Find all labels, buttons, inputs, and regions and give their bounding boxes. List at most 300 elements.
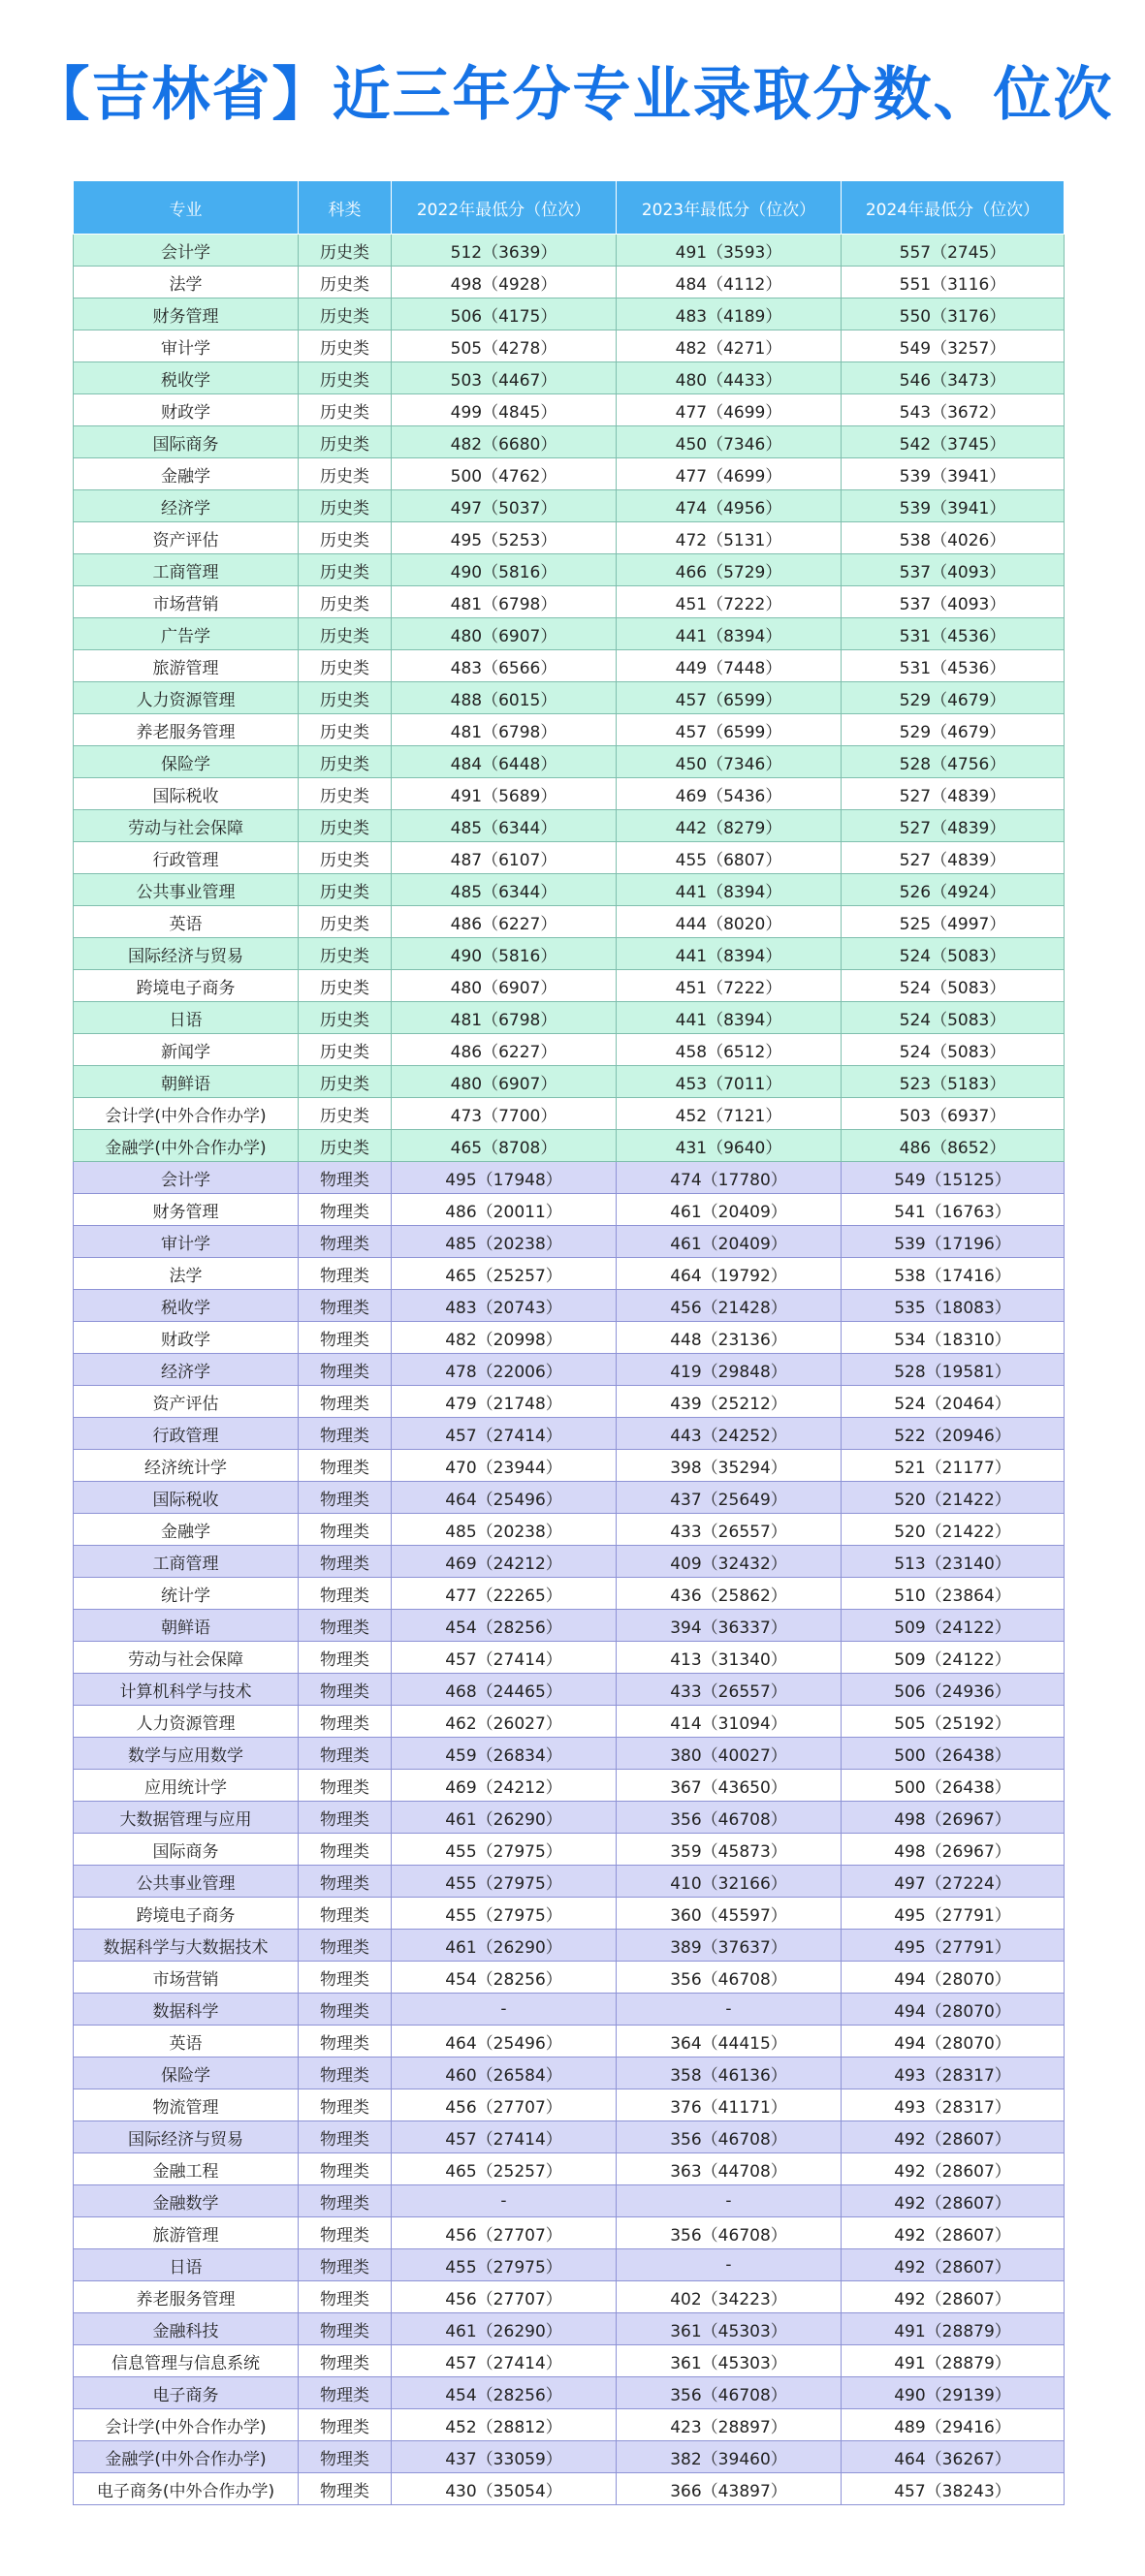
table-row: [74, 1418, 1065, 1450]
table-row: [74, 2121, 1065, 2153]
table-row: [74, 1962, 1065, 1994]
cell-category: 历史类: [299, 650, 392, 682]
cell-2023: 423（28897）: [617, 2409, 842, 2441]
table-row: [74, 2185, 1065, 2217]
cell-category: 物理类: [299, 2281, 392, 2313]
cell-2024: 506（24936）: [842, 1674, 1065, 1706]
cell-major: 计算机科学与技术: [74, 1674, 299, 1706]
cell-2024: 489（29416）: [842, 2409, 1065, 2441]
cell-2023: 389（37637）: [617, 1930, 842, 1962]
header-2022: 2022年最低分（位次）: [392, 181, 617, 235]
table-row: [74, 874, 1065, 906]
cell-major: 电子商务: [74, 2377, 299, 2409]
cell-2024: 493（28317）: [842, 2089, 1065, 2121]
cell-category: 物理类: [299, 1610, 392, 1642]
cell-2023: -: [617, 2185, 842, 2217]
cell-2022: 480（6907）: [392, 1066, 617, 1098]
cell-2023: 358（46136）: [617, 2058, 842, 2089]
cell-2023: 450（7346）: [617, 746, 842, 778]
cell-2022: 487（6107）: [392, 842, 617, 874]
cell-2024: 490（29139）: [842, 2377, 1065, 2409]
cell-major: 财政学: [74, 394, 299, 426]
cell-2022: 457（27414）: [392, 1642, 617, 1674]
cell-2022: 437（33059）: [392, 2441, 617, 2473]
table-row: [74, 618, 1065, 650]
cell-2023: 443（24252）: [617, 1418, 842, 1450]
cell-category: 物理类: [299, 1802, 392, 1834]
table-row: [74, 906, 1065, 938]
cell-major: 经济统计学: [74, 1450, 299, 1482]
cell-2024: 494（28070）: [842, 2026, 1065, 2058]
cell-2022: 486（20011）: [392, 1194, 617, 1226]
cell-2024: 524（5083）: [842, 1034, 1065, 1066]
cell-major: 日语: [74, 1002, 299, 1034]
cell-2023: 413（31340）: [617, 1642, 842, 1674]
cell-major: 国际商务: [74, 426, 299, 458]
cell-category: 物理类: [299, 1386, 392, 1418]
table-row: [74, 2313, 1065, 2345]
cell-2022: 499（4845）: [392, 394, 617, 426]
cell-category: 历史类: [299, 714, 392, 746]
cell-category: 物理类: [299, 1258, 392, 1290]
cell-2023: 361（45303）: [617, 2345, 842, 2377]
cell-2023: 363（44708）: [617, 2153, 842, 2185]
cell-category: 物理类: [299, 2121, 392, 2153]
cell-2024: 541（16763）: [842, 1194, 1065, 1226]
cell-2022: 456（27707）: [392, 2089, 617, 2121]
cell-2022: 455（27975）: [392, 1898, 617, 1930]
cell-2024: 521（21177）: [842, 1450, 1065, 1482]
cell-2023: 491（3593）: [617, 235, 842, 267]
table-row: [74, 2441, 1065, 2473]
cell-2023: 441（8394）: [617, 1002, 842, 1034]
cell-category: 物理类: [299, 2249, 392, 2281]
cell-2022: 481（6798）: [392, 714, 617, 746]
cell-2022: 430（35054）: [392, 2473, 617, 2505]
cell-2024: 528（19581）: [842, 1354, 1065, 1386]
cell-2022: 457（27414）: [392, 1418, 617, 1450]
cell-2022: 485（6344）: [392, 874, 617, 906]
cell-major: 跨境电子商务: [74, 1898, 299, 1930]
table-row: [74, 1930, 1065, 1962]
cell-2023: 482（4271）: [617, 330, 842, 362]
cell-2023: 474（4956）: [617, 490, 842, 522]
cell-major: 审计学: [74, 330, 299, 362]
cell-category: 历史类: [299, 906, 392, 938]
cell-2023: 461（20409）: [617, 1226, 842, 1258]
cell-2022: 484（6448）: [392, 746, 617, 778]
table-row: [74, 1866, 1065, 1898]
table-row: [74, 298, 1065, 330]
cell-2024: 492（28607）: [842, 2249, 1065, 2281]
cell-major: 数据科学: [74, 1994, 299, 2026]
cell-2024: 524（20464）: [842, 1386, 1065, 1418]
cell-major: 工商管理: [74, 1546, 299, 1578]
table-row: [74, 426, 1065, 458]
table-row: [74, 1258, 1065, 1290]
table-row: [74, 2377, 1065, 2409]
cell-2024: 539（17196）: [842, 1226, 1065, 1258]
cell-2023: 441（8394）: [617, 618, 842, 650]
cell-category: 历史类: [299, 842, 392, 874]
cell-category: 物理类: [299, 1450, 392, 1482]
cell-2022: 486（6227）: [392, 906, 617, 938]
cell-major: 市场营销: [74, 1962, 299, 1994]
cell-category: 物理类: [299, 2313, 392, 2345]
cell-category: 物理类: [299, 1162, 392, 1194]
cell-2024: 500（26438）: [842, 1738, 1065, 1770]
table-row: [74, 2089, 1065, 2121]
cell-2023: 452（7121）: [617, 1098, 842, 1130]
cell-2023: -: [617, 2249, 842, 2281]
cell-2023: 466（5729）: [617, 554, 842, 586]
cell-category: 物理类: [299, 1482, 392, 1514]
cell-major: 金融学: [74, 1514, 299, 1546]
cell-2023: 436（25862）: [617, 1578, 842, 1610]
cell-category: 物理类: [299, 2409, 392, 2441]
cell-2024: 549（15125）: [842, 1162, 1065, 1194]
cell-category: 物理类: [299, 1354, 392, 1386]
cell-major: 物流管理: [74, 2089, 299, 2121]
cell-category: 历史类: [299, 746, 392, 778]
cell-2022: 490（5816）: [392, 938, 617, 970]
cell-2023: 437（25649）: [617, 1482, 842, 1514]
cell-2024: 492（28607）: [842, 2153, 1065, 2185]
cell-category: 物理类: [299, 2153, 392, 2185]
cell-2024: 464（36267）: [842, 2441, 1065, 2473]
cell-major: 财务管理: [74, 298, 299, 330]
cell-category: 物理类: [299, 1866, 392, 1898]
cell-major: 人力资源管理: [74, 1706, 299, 1738]
cell-2024: 494（28070）: [842, 1994, 1065, 2026]
cell-2023: 474（17780）: [617, 1162, 842, 1194]
cell-2022: 468（24465）: [392, 1674, 617, 1706]
table-row: [74, 522, 1065, 554]
cell-2023: 359（45873）: [617, 1834, 842, 1866]
cell-major: 法学: [74, 1258, 299, 1290]
cell-2024: 492（28607）: [842, 2217, 1065, 2249]
table-row: [74, 650, 1065, 682]
table-row: [74, 778, 1065, 810]
table-row: [74, 1514, 1065, 1546]
cell-2022: 461（26290）: [392, 2313, 617, 2345]
cell-category: 物理类: [299, 2441, 392, 2473]
cell-2022: 490（5816）: [392, 554, 617, 586]
cell-2022: 482（20998）: [392, 1322, 617, 1354]
cell-category: 历史类: [299, 586, 392, 618]
cell-major: 行政管理: [74, 842, 299, 874]
table-row: [74, 938, 1065, 970]
cell-2023: 455（6807）: [617, 842, 842, 874]
cell-2023: 442（8279）: [617, 810, 842, 842]
cell-2024: 492（28607）: [842, 2121, 1065, 2153]
cell-2024: 528（4756）: [842, 746, 1065, 778]
cell-2024: 529（4679）: [842, 714, 1065, 746]
cell-category: 历史类: [299, 1066, 392, 1098]
cell-2022: 480（6907）: [392, 970, 617, 1002]
cell-major: 国际经济与贸易: [74, 2121, 299, 2153]
cell-2022: 512（3639）: [392, 235, 617, 267]
cell-2023: 448（23136）: [617, 1322, 842, 1354]
cell-2024: 539（3941）: [842, 490, 1065, 522]
table-row: [74, 842, 1065, 874]
cell-major: 国际税收: [74, 1482, 299, 1514]
cell-2023: 367（43650）: [617, 1770, 842, 1802]
table-row: [74, 1002, 1065, 1034]
cell-2023: 457（6599）: [617, 714, 842, 746]
cell-2022: 454（28256）: [392, 2377, 617, 2409]
cell-major: 税收学: [74, 1290, 299, 1322]
cell-2023: 356（46708）: [617, 2121, 842, 2153]
cell-category: 物理类: [299, 1642, 392, 1674]
cell-2024: 510（23864）: [842, 1578, 1065, 1610]
header-major: 专业: [74, 181, 299, 235]
cell-major: 朝鲜语: [74, 1066, 299, 1098]
cell-2024: 529（4679）: [842, 682, 1065, 714]
cell-2024: 524（5083）: [842, 970, 1065, 1002]
cell-major: 保险学: [74, 2058, 299, 2089]
cell-2024: 503（6937）: [842, 1098, 1065, 1130]
cell-2024: 534（18310）: [842, 1322, 1065, 1354]
cell-major: 旅游管理: [74, 2217, 299, 2249]
cell-2023: 480（4433）: [617, 362, 842, 394]
cell-category: 历史类: [299, 330, 392, 362]
cell-2024: 549（3257）: [842, 330, 1065, 362]
table-row: [74, 330, 1065, 362]
cell-category: 物理类: [299, 1418, 392, 1450]
cell-2023: 461（20409）: [617, 1194, 842, 1226]
cell-2022: 455（27975）: [392, 2249, 617, 2281]
cell-2022: 505（4278）: [392, 330, 617, 362]
cell-2024: 497（27224）: [842, 1866, 1065, 1898]
cell-2024: 513（23140）: [842, 1546, 1065, 1578]
cell-major: 市场营销: [74, 586, 299, 618]
cell-2022: 488（6015）: [392, 682, 617, 714]
cell-2022: 485（6344）: [392, 810, 617, 842]
cell-category: 历史类: [299, 938, 392, 970]
cell-category: 历史类: [299, 1098, 392, 1130]
score-table: [73, 180, 1065, 2505]
table-row: [74, 1770, 1065, 1802]
header-category: 科类: [299, 181, 392, 235]
table-row: [74, 362, 1065, 394]
table-row: [74, 1098, 1065, 1130]
cell-category: 物理类: [299, 1770, 392, 1802]
cell-2022: 481（6798）: [392, 586, 617, 618]
cell-2023: 356（46708）: [617, 2217, 842, 2249]
cell-2022: 506（4175）: [392, 298, 617, 330]
table-row: [74, 2217, 1065, 2249]
cell-major: 英语: [74, 906, 299, 938]
cell-major: 法学: [74, 267, 299, 298]
table-row: [74, 970, 1065, 1002]
table-row: [74, 682, 1065, 714]
cell-2023: 394（36337）: [617, 1610, 842, 1642]
cell-category: 历史类: [299, 298, 392, 330]
cell-2024: 498（26967）: [842, 1834, 1065, 1866]
cell-2022: 479（21748）: [392, 1386, 617, 1418]
cell-2024: 557（2745）: [842, 235, 1065, 267]
table-body: [74, 235, 1065, 2505]
cell-2024: 486（8652）: [842, 1130, 1065, 1162]
cell-major: 会计学: [74, 235, 299, 267]
cell-2023: 469（5436）: [617, 778, 842, 810]
cell-2022: 460（26584）: [392, 2058, 617, 2089]
cell-2024: 491（28879）: [842, 2313, 1065, 2345]
header-2024: 2024年最低分（位次）: [842, 181, 1065, 235]
table-row: [74, 1706, 1065, 1738]
cell-2022: 456（27707）: [392, 2281, 617, 2313]
cell-major: 电子商务(中外合作办学): [74, 2473, 299, 2505]
cell-2022: 500（4762）: [392, 458, 617, 490]
table-row: [74, 267, 1065, 298]
cell-2024: 522（20946）: [842, 1418, 1065, 1450]
cell-major: 养老服务管理: [74, 714, 299, 746]
table-row: [74, 714, 1065, 746]
cell-2024: 524（5083）: [842, 938, 1065, 970]
cell-2022: -: [392, 1994, 617, 2026]
cell-major: 统计学: [74, 1578, 299, 1610]
table-row: [74, 2473, 1065, 2505]
cell-major: 跨境电子商务: [74, 970, 299, 1002]
cell-category: 物理类: [299, 1930, 392, 1962]
cell-2023: 456（21428）: [617, 1290, 842, 1322]
header-2023: 2023年最低分（位次）: [617, 181, 842, 235]
cell-major: 日语: [74, 2249, 299, 2281]
cell-major: 新闻学: [74, 1034, 299, 1066]
cell-2024: 493（28317）: [842, 2058, 1065, 2089]
cell-category: 物理类: [299, 1706, 392, 1738]
table-row: [74, 554, 1065, 586]
cell-2022: 457（27414）: [392, 2121, 617, 2153]
table-row: [74, 1674, 1065, 1706]
table-row: [74, 2026, 1065, 2058]
cell-major: 金融学: [74, 458, 299, 490]
cell-major: 经济学: [74, 490, 299, 522]
cell-2024: 527（4839）: [842, 810, 1065, 842]
cell-2022: 480（6907）: [392, 618, 617, 650]
cell-major: 资产评估: [74, 522, 299, 554]
cell-2023: 433（26557）: [617, 1514, 842, 1546]
cell-2023: 457（6599）: [617, 682, 842, 714]
cell-2022: 498（4928）: [392, 267, 617, 298]
cell-2024: 531（4536）: [842, 618, 1065, 650]
cell-major: 广告学: [74, 618, 299, 650]
table-row: [74, 1994, 1065, 2026]
cell-2023: 433（26557）: [617, 1674, 842, 1706]
cell-2023: 450（7346）: [617, 426, 842, 458]
cell-2022: 454（28256）: [392, 1610, 617, 1642]
cell-major: 旅游管理: [74, 650, 299, 682]
table-row: [74, 235, 1065, 267]
cell-2024: 550（3176）: [842, 298, 1065, 330]
cell-major: 应用统计学: [74, 1770, 299, 1802]
cell-2023: 356（46708）: [617, 1802, 842, 1834]
table-row: [74, 2249, 1065, 2281]
cell-category: 物理类: [299, 1738, 392, 1770]
cell-category: 历史类: [299, 1002, 392, 1034]
table-row: [74, 586, 1065, 618]
cell-2023: 382（39460）: [617, 2441, 842, 2473]
cell-2023: -: [617, 1994, 842, 2026]
cell-2022: 485（20238）: [392, 1226, 617, 1258]
cell-category: 物理类: [299, 1834, 392, 1866]
table-row: [74, 1546, 1065, 1578]
table-row: [74, 1130, 1065, 1162]
cell-category: 历史类: [299, 394, 392, 426]
cell-2024: 543（3672）: [842, 394, 1065, 426]
cell-2024: 527（4839）: [842, 778, 1065, 810]
cell-major: 朝鲜语: [74, 1610, 299, 1642]
cell-major: 大数据管理与应用: [74, 1802, 299, 1834]
cell-2022: 464（25496）: [392, 2026, 617, 2058]
cell-category: 物理类: [299, 1322, 392, 1354]
cell-2024: 498（26967）: [842, 1802, 1065, 1834]
cell-major: 会计学: [74, 1162, 299, 1194]
cell-2022: 462（26027）: [392, 1706, 617, 1738]
cell-category: 物理类: [299, 1514, 392, 1546]
cell-2022: 477（22265）: [392, 1578, 617, 1610]
cell-2024: 494（28070）: [842, 1962, 1065, 1994]
cell-category: 历史类: [299, 682, 392, 714]
table-row: [74, 1610, 1065, 1642]
cell-2024: 546（3473）: [842, 362, 1065, 394]
cell-category: 物理类: [299, 1962, 392, 1994]
cell-2023: 360（45597）: [617, 1898, 842, 1930]
table-row: [74, 746, 1065, 778]
table-row: [74, 1450, 1065, 1482]
table-row: [74, 2058, 1065, 2089]
table-header-row: [74, 181, 1065, 235]
cell-2022: 464（25496）: [392, 1482, 617, 1514]
cell-2022: 478（22006）: [392, 1354, 617, 1386]
cell-2022: 459（26834）: [392, 1738, 617, 1770]
cell-major: 保险学: [74, 746, 299, 778]
cell-major: 劳动与社会保障: [74, 810, 299, 842]
table-row: [74, 394, 1065, 426]
cell-2023: 484（4112）: [617, 267, 842, 298]
cell-2022: 465（25257）: [392, 2153, 617, 2185]
cell-2022: 491（5689）: [392, 778, 617, 810]
table-row: [74, 1642, 1065, 1674]
cell-2022: 469（24212）: [392, 1770, 617, 1802]
cell-2024: 495（27791）: [842, 1898, 1065, 1930]
cell-2023: 444（8020）: [617, 906, 842, 938]
cell-2024: 538（17416）: [842, 1258, 1065, 1290]
cell-2022: 482（6680）: [392, 426, 617, 458]
table-row: [74, 490, 1065, 522]
cell-category: 历史类: [299, 235, 392, 267]
cell-2023: 472（5131）: [617, 522, 842, 554]
table-row: [74, 1194, 1065, 1226]
cell-2024: 457（38243）: [842, 2473, 1065, 2505]
cell-2022: 495（5253）: [392, 522, 617, 554]
cell-2024: 520（21422）: [842, 1514, 1065, 1546]
cell-2024: 535（18083）: [842, 1290, 1065, 1322]
cell-2023: 409（32432）: [617, 1546, 842, 1578]
cell-2022: 456（27707）: [392, 2217, 617, 2249]
cell-2023: 449（7448）: [617, 650, 842, 682]
cell-2023: 419（29848）: [617, 1354, 842, 1386]
cell-2023: 439（25212）: [617, 1386, 842, 1418]
table-row: [74, 1034, 1065, 1066]
cell-major: 财政学: [74, 1322, 299, 1354]
cell-2022: 497（5037）: [392, 490, 617, 522]
cell-2022: 483（20743）: [392, 1290, 617, 1322]
table-row: [74, 1354, 1065, 1386]
cell-major: 信息管理与信息系统: [74, 2345, 299, 2377]
cell-2024: 500（26438）: [842, 1770, 1065, 1802]
